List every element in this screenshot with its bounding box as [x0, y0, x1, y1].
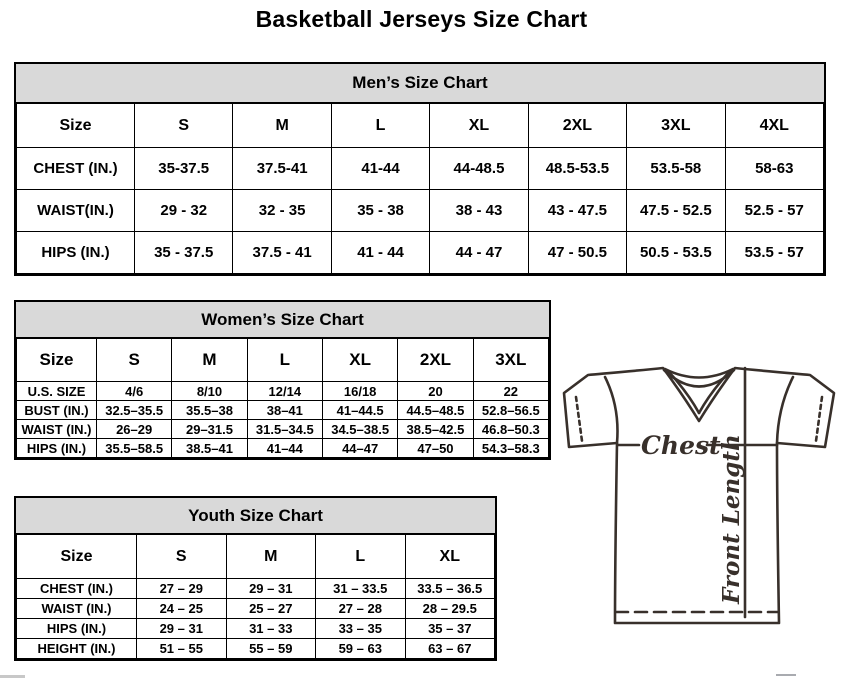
table-cell: 32 - 35	[233, 190, 331, 232]
table-cell: 53.5-58	[627, 148, 725, 190]
womens-chart-caption: Women’s Size Chart	[16, 302, 549, 338]
mens-size-table	[16, 103, 824, 274]
table-cell: 22	[473, 382, 548, 401]
table-cell: 31 – 33	[226, 619, 316, 639]
chest-label: Chest	[641, 431, 721, 460]
table-cell: 38.5–41	[172, 439, 247, 458]
bottom-right-ui-fragment	[776, 674, 796, 676]
table-cell: 41–44	[247, 439, 322, 458]
table-cell: 35.5–58.5	[97, 439, 172, 458]
table-cell: 35.5–38	[172, 401, 247, 420]
row-label: CHEST (IN.)	[17, 579, 137, 599]
youth-size-table	[16, 534, 495, 659]
mens-size-chart	[14, 62, 826, 276]
table-row	[17, 439, 549, 458]
table-cell: 50.5 - 53.5	[627, 232, 725, 274]
table-cell: 44 - 47	[430, 232, 528, 274]
table-cell: 27 – 29	[137, 579, 227, 599]
table-cell: 41–44.5	[322, 401, 397, 420]
table-cell: 52.8–56.5	[473, 401, 548, 420]
column-header: Size	[17, 339, 97, 382]
table-cell: 33.5 – 36.5	[405, 579, 495, 599]
table-cell: 47–50	[398, 439, 473, 458]
table-cell: 34.5–38.5	[322, 420, 397, 439]
table-cell: 24 – 25	[137, 599, 227, 619]
column-header: 3XL	[627, 104, 725, 148]
table-cell: 35 - 38	[331, 190, 429, 232]
youth-size-chart	[14, 496, 497, 661]
table-cell: 32.5–35.5	[97, 401, 172, 420]
table-cell: 31 – 33.5	[316, 579, 406, 599]
table-row	[17, 579, 495, 599]
table-cell: 29 - 32	[135, 190, 233, 232]
table-cell: 38 - 43	[430, 190, 528, 232]
table-row	[17, 382, 549, 401]
table-row	[17, 190, 824, 232]
table-cell: 63 – 67	[405, 639, 495, 659]
column-header: L	[316, 535, 406, 579]
column-header: M	[233, 104, 331, 148]
column-header: Size	[17, 535, 137, 579]
jersey-outline-shape	[564, 368, 834, 623]
table-row	[17, 619, 495, 639]
table-cell: 43 - 47.5	[528, 190, 626, 232]
row-label: HIPS (IN.)	[17, 619, 137, 639]
table-row	[17, 148, 824, 190]
column-header: S	[97, 339, 172, 382]
table-row	[17, 401, 549, 420]
row-label: CHEST (IN.)	[17, 148, 135, 190]
table-cell: 55 – 59	[226, 639, 316, 659]
column-header: Size	[17, 104, 135, 148]
youth-chart-caption: Youth Size Chart	[16, 498, 495, 534]
table-cell: 25 – 27	[226, 599, 316, 619]
table-cell: 44.5–48.5	[398, 401, 473, 420]
table-cell: 26–29	[97, 420, 172, 439]
youth_chart-header-row	[17, 535, 495, 579]
table-row	[17, 420, 549, 439]
bottom-left-ui-fragment	[0, 675, 25, 678]
column-header: XL	[430, 104, 528, 148]
table-cell: 47.5 - 52.5	[627, 190, 725, 232]
table-cell: 16/18	[322, 382, 397, 401]
row-label: HIPS (IN.)	[17, 439, 97, 458]
row-label: U.S. SIZE	[17, 382, 97, 401]
table-cell: 44-48.5	[430, 148, 528, 190]
table-cell: 37.5-41	[233, 148, 331, 190]
column-header: 2XL	[528, 104, 626, 148]
collar-band-line	[665, 369, 733, 378]
column-header: XL	[322, 339, 397, 382]
row-label: WAIST (IN.)	[17, 420, 97, 439]
table-row	[17, 599, 495, 619]
table-cell: 29–31.5	[172, 420, 247, 439]
table-cell: 35 - 37.5	[135, 232, 233, 274]
table-cell: 35 – 37	[405, 619, 495, 639]
column-header: 4XL	[725, 104, 823, 148]
column-header: L	[247, 339, 322, 382]
column-header: 2XL	[398, 339, 473, 382]
table-cell: 46.8–50.3	[473, 420, 548, 439]
table-cell: 12/14	[247, 382, 322, 401]
mens_chart-header-row	[17, 104, 824, 148]
column-header: S	[137, 535, 227, 579]
table-cell: 38–41	[247, 401, 322, 420]
column-header: 3XL	[473, 339, 548, 382]
table-cell: 54.3–58.3	[473, 439, 548, 458]
jersey-measurement-diagram	[555, 355, 843, 645]
row-label: BUST (IN.)	[17, 401, 97, 420]
table-cell: 8/10	[172, 382, 247, 401]
table-cell: 35-37.5	[135, 148, 233, 190]
row-label: WAIST(IN.)	[17, 190, 135, 232]
column-header: M	[172, 339, 247, 382]
row-label: HIPS (IN.)	[17, 232, 135, 274]
table-row	[17, 639, 495, 659]
table-cell: 33 – 35	[316, 619, 406, 639]
table-cell: 51 – 55	[137, 639, 227, 659]
table-cell: 28 – 29.5	[405, 599, 495, 619]
mens-chart-caption: Men’s Size Chart	[16, 64, 824, 103]
table-cell: 29 – 31	[226, 579, 316, 599]
table-cell: 48.5-53.5	[528, 148, 626, 190]
table-cell: 47 - 50.5	[528, 232, 626, 274]
table-cell: 37.5 - 41	[233, 232, 331, 274]
table-cell: 58-63	[725, 148, 823, 190]
table-cell: 4/6	[97, 382, 172, 401]
womens-size-chart	[14, 300, 551, 460]
page-title: Basketball Jerseys Size Chart	[255, 6, 588, 32]
womens_chart-header-row	[17, 339, 549, 382]
table-cell: 41 - 44	[331, 232, 429, 274]
table-cell: 38.5–42.5	[398, 420, 473, 439]
table-cell: 53.5 - 57	[725, 232, 823, 274]
table-cell: 31.5–34.5	[247, 420, 322, 439]
row-label: WAIST (IN.)	[17, 599, 137, 619]
table-cell: 44–47	[322, 439, 397, 458]
table-cell: 59 – 63	[316, 639, 406, 659]
jersey-diagram-svg	[555, 355, 843, 645]
womens-size-table	[16, 338, 549, 458]
table-cell: 41-44	[331, 148, 429, 190]
front-length-label: Front Length	[718, 434, 745, 604]
table-cell: 27 – 28	[316, 599, 406, 619]
table-cell: 29 – 31	[137, 619, 227, 639]
column-header: S	[135, 104, 233, 148]
column-header: XL	[405, 535, 495, 579]
table-row	[17, 232, 824, 274]
column-header: M	[226, 535, 316, 579]
table-cell: 52.5 - 57	[725, 190, 823, 232]
row-label: HEIGHT (IN.)	[17, 639, 137, 659]
column-header: L	[331, 104, 429, 148]
table-cell: 20	[398, 382, 473, 401]
